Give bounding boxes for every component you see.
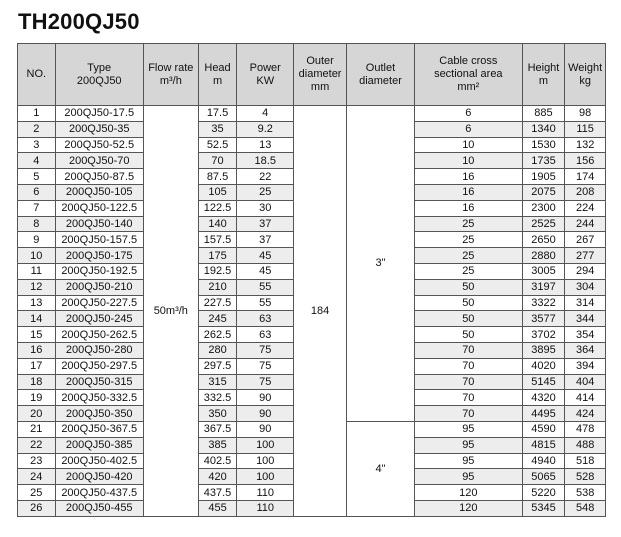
- cell-no: 1: [18, 106, 56, 122]
- cell-height: 2525: [522, 216, 565, 232]
- cell-power: 37: [237, 216, 294, 232]
- cell-head: 70: [198, 153, 237, 169]
- spec-table: [17, 43, 606, 517]
- cell-type: 200QJ50-245: [55, 311, 143, 327]
- cell-weight: 538: [565, 485, 606, 501]
- cell-height: 5220: [522, 485, 565, 501]
- cell-power: 110: [237, 485, 294, 501]
- cell-type: 200QJ50-315: [55, 374, 143, 390]
- cell-head: 17.5: [198, 106, 237, 122]
- cell-power: 90: [237, 406, 294, 422]
- cell-type: 200QJ50-157.5: [55, 232, 143, 248]
- cell-type: 200QJ50-437.5: [55, 485, 143, 501]
- cell-power: 75: [237, 342, 294, 358]
- cell-height: 3322: [522, 295, 565, 311]
- cell-head: 210: [198, 279, 237, 295]
- cell-height: 3702: [522, 327, 565, 343]
- cell-power: 18.5: [237, 153, 294, 169]
- cell-cable: 70: [415, 390, 523, 406]
- cell-weight: 344: [565, 311, 606, 327]
- cell-power: 90: [237, 390, 294, 406]
- cell-cable: 25: [415, 263, 523, 279]
- col-header-power: Power KW: [237, 44, 294, 106]
- cell-cable: 10: [415, 137, 523, 153]
- cell-type: 200QJ50-210: [55, 279, 143, 295]
- cell-type: 200QJ50-455: [55, 500, 143, 516]
- cell-power: 37: [237, 232, 294, 248]
- cell-height: 3577: [522, 311, 565, 327]
- cell-head: 140: [198, 216, 237, 232]
- cell-cable: 25: [415, 232, 523, 248]
- cell-cable: 70: [415, 342, 523, 358]
- cell-type: 200QJ50-175: [55, 248, 143, 264]
- cell-head: 227.5: [198, 295, 237, 311]
- cell-type: 200QJ50-350: [55, 406, 143, 422]
- cell-height: 3005: [522, 263, 565, 279]
- cell-height: 5345: [522, 500, 565, 516]
- cell-cable: 95: [415, 453, 523, 469]
- cell-type: 200QJ50-227.5: [55, 295, 143, 311]
- cell-cable: 16: [415, 169, 523, 185]
- cell-type: 200QJ50-35: [55, 121, 143, 137]
- cell-weight: 208: [565, 184, 606, 200]
- cell-height: 4495: [522, 406, 565, 422]
- cell-height: 1905: [522, 169, 565, 185]
- cell-cable: 25: [415, 216, 523, 232]
- cell-cable: 120: [415, 485, 523, 501]
- cell-no: 3: [18, 137, 56, 153]
- cell-no: 10: [18, 248, 56, 264]
- cell-power: 55: [237, 279, 294, 295]
- cell-no: 11: [18, 263, 56, 279]
- cell-head: 52.5: [198, 137, 237, 153]
- cell-head: 297.5: [198, 358, 237, 374]
- cell-no: 4: [18, 153, 56, 169]
- cell-flow-rate: 50m³/h: [143, 106, 198, 517]
- cell-weight: 314: [565, 295, 606, 311]
- table-body: [18, 106, 606, 517]
- cell-height: 2650: [522, 232, 565, 248]
- page-title: TH200QJ50: [18, 9, 140, 34]
- cell-no: 16: [18, 342, 56, 358]
- cell-head: 332.5: [198, 390, 237, 406]
- cell-weight: 304: [565, 279, 606, 295]
- col-header-outlet-diameter: Outlet diameter: [346, 44, 414, 106]
- cell-no: 26: [18, 500, 56, 516]
- cell-cable: 120: [415, 500, 523, 516]
- cell-cable: 95: [415, 469, 523, 485]
- cell-weight: 414: [565, 390, 606, 406]
- cell-type: 200QJ50-297.5: [55, 358, 143, 374]
- col-header-type: Type 200QJ50: [55, 44, 143, 106]
- cell-no: 24: [18, 469, 56, 485]
- cell-cable: 50: [415, 327, 523, 343]
- cell-cable: 10: [415, 153, 523, 169]
- cell-cable: 70: [415, 374, 523, 390]
- cell-no: 22: [18, 437, 56, 453]
- cell-power: 100: [237, 453, 294, 469]
- cell-no: 21: [18, 421, 56, 437]
- cell-weight: 394: [565, 358, 606, 374]
- cell-power: 75: [237, 374, 294, 390]
- cell-weight: 277: [565, 248, 606, 264]
- header-row: [18, 44, 606, 106]
- cell-power: 4: [237, 106, 294, 122]
- cell-height: 4815: [522, 437, 565, 453]
- cell-weight: 156: [565, 153, 606, 169]
- cell-weight: 424: [565, 406, 606, 422]
- cell-weight: 548: [565, 500, 606, 516]
- cell-no: 2: [18, 121, 56, 137]
- col-header-outer-diameter: Outer diameter mm: [294, 44, 347, 106]
- cell-no: 20: [18, 406, 56, 422]
- cell-no: 17: [18, 358, 56, 374]
- cell-no: 25: [18, 485, 56, 501]
- cell-height: 5145: [522, 374, 565, 390]
- cell-height: 4590: [522, 421, 565, 437]
- cell-head: 157.5: [198, 232, 237, 248]
- cell-head: 280: [198, 342, 237, 358]
- cell-height: 1530: [522, 137, 565, 153]
- cell-weight: 364: [565, 342, 606, 358]
- cell-head: 192.5: [198, 263, 237, 279]
- cell-type: 200QJ50-140: [55, 216, 143, 232]
- cell-weight: 267: [565, 232, 606, 248]
- cell-head: 262.5: [198, 327, 237, 343]
- cell-height: 3197: [522, 279, 565, 295]
- cell-weight: 174: [565, 169, 606, 185]
- cell-power: 9.2: [237, 121, 294, 137]
- cell-power: 30: [237, 200, 294, 216]
- cell-height: 1340: [522, 121, 565, 137]
- cell-no: 7: [18, 200, 56, 216]
- cell-type: 200QJ50-367.5: [55, 421, 143, 437]
- cell-weight: 518: [565, 453, 606, 469]
- cell-head: 402.5: [198, 453, 237, 469]
- col-header-no: NO.: [18, 44, 56, 106]
- cell-height: 2880: [522, 248, 565, 264]
- cell-height: 3895: [522, 342, 565, 358]
- cell-head: 35: [198, 121, 237, 137]
- cell-type: 200QJ50-70: [55, 153, 143, 169]
- cell-height: 2300: [522, 200, 565, 216]
- cell-head: 350: [198, 406, 237, 422]
- cell-weight: 354: [565, 327, 606, 343]
- cell-power: 75: [237, 358, 294, 374]
- cell-weight: 294: [565, 263, 606, 279]
- cell-head: 175: [198, 248, 237, 264]
- cell-power: 63: [237, 327, 294, 343]
- cell-power: 55: [237, 295, 294, 311]
- cell-no: 8: [18, 216, 56, 232]
- cell-cable: 16: [415, 184, 523, 200]
- cell-height: 885: [522, 106, 565, 122]
- cell-weight: 404: [565, 374, 606, 390]
- col-header-head: Head m: [198, 44, 237, 106]
- cell-power: 13: [237, 137, 294, 153]
- cell-power: 90: [237, 421, 294, 437]
- cell-head: 385: [198, 437, 237, 453]
- cell-type: 200QJ50-385: [55, 437, 143, 453]
- cell-type: 200QJ50-52.5: [55, 137, 143, 153]
- cell-head: 437.5: [198, 485, 237, 501]
- cell-cable: 70: [415, 358, 523, 374]
- cell-weight: 115: [565, 121, 606, 137]
- cell-type: 200QJ50-105: [55, 184, 143, 200]
- cell-height: 1735: [522, 153, 565, 169]
- cell-no: 5: [18, 169, 56, 185]
- cell-power: 45: [237, 248, 294, 264]
- cell-type: 200QJ50-420: [55, 469, 143, 485]
- cell-head: 87.5: [198, 169, 237, 185]
- cell-no: 18: [18, 374, 56, 390]
- cell-no: 15: [18, 327, 56, 343]
- cell-head: 367.5: [198, 421, 237, 437]
- cell-power: 100: [237, 469, 294, 485]
- cell-type: 200QJ50-17.5: [55, 106, 143, 122]
- cell-head: 245: [198, 311, 237, 327]
- cell-cable: 95: [415, 421, 523, 437]
- cell-no: 13: [18, 295, 56, 311]
- cell-weight: 98: [565, 106, 606, 122]
- cell-cable: 50: [415, 311, 523, 327]
- cell-no: 12: [18, 279, 56, 295]
- cell-type: 200QJ50-87.5: [55, 169, 143, 185]
- cell-type: 200QJ50-192.5: [55, 263, 143, 279]
- col-header-cable: Cable cross sectional area mm²: [415, 44, 523, 106]
- cell-power: 63: [237, 311, 294, 327]
- cell-no: 6: [18, 184, 56, 200]
- cell-power: 22: [237, 169, 294, 185]
- cell-height: 4940: [522, 453, 565, 469]
- cell-power: 45: [237, 263, 294, 279]
- cell-cable: 25: [415, 248, 523, 264]
- cell-no: 14: [18, 311, 56, 327]
- cell-outer-diameter: 184: [294, 106, 347, 517]
- cell-height: 4320: [522, 390, 565, 406]
- cell-outlet-diameter-4in: 4": [346, 421, 414, 516]
- cell-type: 200QJ50-402.5: [55, 453, 143, 469]
- cell-head: 122.5: [198, 200, 237, 216]
- cell-type: 200QJ50-332.5: [55, 390, 143, 406]
- col-header-flow-rate: Flow rate m³/h: [143, 44, 198, 106]
- cell-height: 4020: [522, 358, 565, 374]
- cell-weight: 478: [565, 421, 606, 437]
- cell-head: 420: [198, 469, 237, 485]
- cell-head: 315: [198, 374, 237, 390]
- cell-type: 200QJ50-280: [55, 342, 143, 358]
- cell-weight: 224: [565, 200, 606, 216]
- cell-height: 5065: [522, 469, 565, 485]
- cell-weight: 488: [565, 437, 606, 453]
- cell-no: 19: [18, 390, 56, 406]
- cell-cable: 95: [415, 437, 523, 453]
- cell-cable: 6: [415, 106, 523, 122]
- cell-head: 455: [198, 500, 237, 516]
- cell-cable: 50: [415, 279, 523, 295]
- cell-cable: 70: [415, 406, 523, 422]
- cell-type: 200QJ50-262.5: [55, 327, 143, 343]
- cell-power: 110: [237, 500, 294, 516]
- cell-weight: 132: [565, 137, 606, 153]
- cell-weight: 244: [565, 216, 606, 232]
- cell-no: 9: [18, 232, 56, 248]
- cell-weight: 528: [565, 469, 606, 485]
- cell-height: 2075: [522, 184, 565, 200]
- cell-no: 23: [18, 453, 56, 469]
- cell-power: 25: [237, 184, 294, 200]
- cell-cable: 16: [415, 200, 523, 216]
- table-row: [18, 106, 606, 122]
- cell-type: 200QJ50-122.5: [55, 200, 143, 216]
- col-header-weight: Weight kg: [565, 44, 606, 106]
- cell-outlet-diameter-3in: 3": [346, 106, 414, 422]
- col-header-height: Height m: [522, 44, 565, 106]
- cell-cable: 6: [415, 121, 523, 137]
- cell-cable: 50: [415, 295, 523, 311]
- cell-power: 100: [237, 437, 294, 453]
- cell-head: 105: [198, 184, 237, 200]
